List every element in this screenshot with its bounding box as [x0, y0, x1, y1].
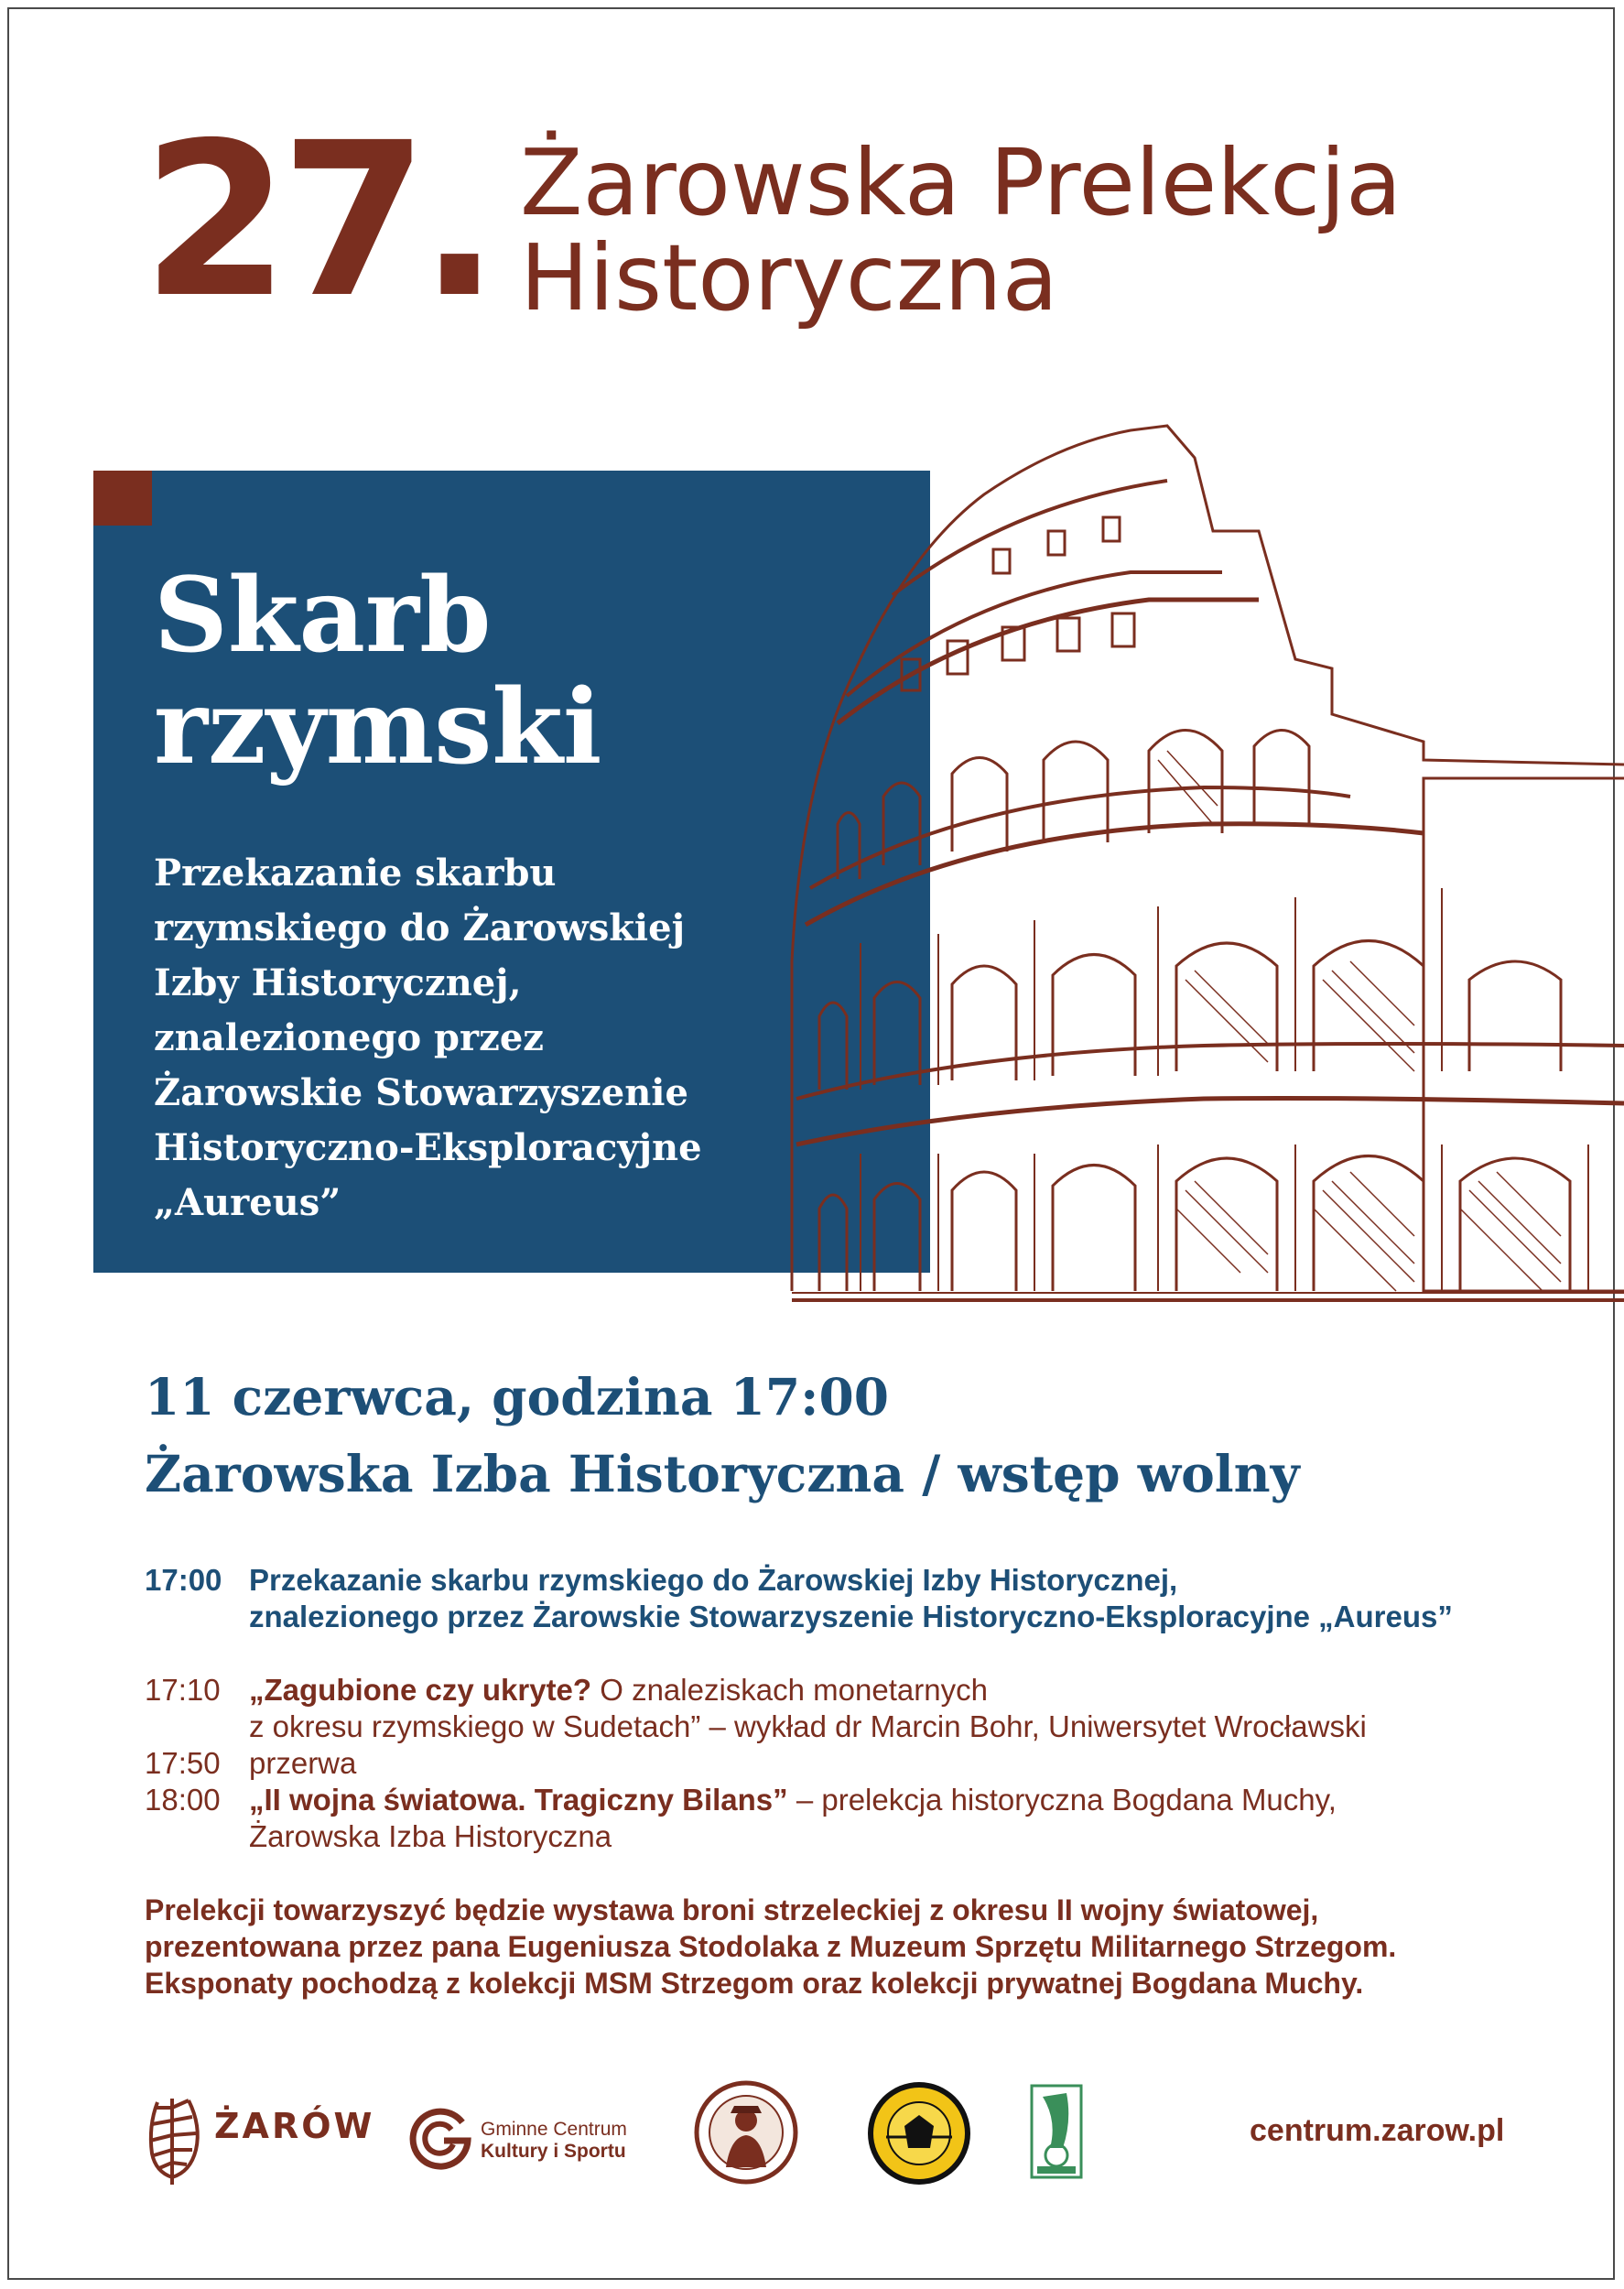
exhibition-note: [145, 1892, 1573, 2002]
program-talk-title: „Zagubione czy ukryte?: [249, 1673, 592, 1707]
event-date: 11 czerwca, godzina 17:00: [145, 1367, 890, 1427]
gcks-line-2: Kultury i Sportu: [481, 2141, 626, 2162]
note-line: Prelekcji towarzyszyć będzie wystawa broni strzeleckiej z okresu II wojny światowej,: [145, 1893, 1319, 1926]
program-text: [249, 1562, 1573, 1635]
panel-accent-square: [93, 471, 152, 526]
topic-description: Przekazanie skarbu rzymskiego do Żarowskiej Izby Historycznej, znalezionego przez Żarowskie Stowarzyszenie Historyczno-Eksploracyjne „Aureus”: [154, 852, 702, 1224]
program-item: [145, 1745, 1573, 1782]
tree-icon: [145, 2089, 209, 2186]
topic-title-line-1: Skarb: [154, 556, 492, 676]
gcks-logo-icon: [407, 2104, 473, 2170]
program-time: 18:00: [145, 1783, 221, 1817]
program-text-line: Przekazanie skarbu rzymskiego do Żarowskiej Izby Historycznej,: [249, 1563, 1178, 1597]
colosseum-illustration: [783, 394, 1624, 1309]
edition-number: 27.: [142, 97, 491, 344]
gcks-logo-text: [481, 2119, 664, 2163]
program-time: 17:00: [145, 1563, 222, 1597]
topic-title: [154, 556, 886, 787]
program-text-rest: O znaleziskach monetarnych: [591, 1673, 988, 1707]
website-link[interactable]: centrum.zarow.pl: [1250, 2113, 1505, 2148]
aureus-badge-icon: [866, 2080, 972, 2186]
event-when-where: [145, 1359, 1518, 1513]
program-schedule: [145, 1562, 1573, 1855]
zarow-logo-text: ŻARÓW: [214, 2106, 375, 2146]
title-line-1: Żarowska Prelekcja: [520, 129, 1402, 236]
program-item: [145, 1672, 1573, 1745]
program-text-line: [249, 1672, 1573, 1709]
program-text-rest: – prelekcja historyczna Bogdana Muchy,: [787, 1783, 1337, 1817]
program-text-line: Żarowska Izba Historyczna: [249, 1819, 612, 1853]
program-talk-title: „II wojna światowa. Tragiczny Bilans”: [249, 1783, 788, 1817]
event-place: Żarowska Izba Historyczna / wstęp wolny: [145, 1444, 1300, 1503]
izba-historyczna-badge-icon: [694, 2080, 798, 2185]
program-text-line: [249, 1782, 1573, 1818]
title-line-2: Historyczna: [520, 224, 1058, 331]
program-item: [145, 1782, 1573, 1855]
grh-badge-icon: [1030, 2084, 1083, 2179]
gcks-line-1: Gminne Centrum: [481, 2119, 627, 2140]
program-text: [249, 1672, 1573, 1745]
program-time: 17:50: [145, 1746, 221, 1780]
event-series-title: [520, 129, 1402, 331]
note-line: Eksponaty pochodzą z kolekcji MSM Strzegom oraz kolekcji prywatnej Bogdana Muchy.: [145, 1967, 1364, 2000]
program-item: [145, 1562, 1573, 1635]
note-line: prezentowana przez pana Eugeniusza Stodolaka z Muzeum Sprzętu Militarnego Strzegom.: [145, 1930, 1397, 1963]
program-time: 17:10: [145, 1673, 221, 1707]
program-text: przerwa: [249, 1746, 357, 1780]
program-text-line: znalezionego przez Żarowskie Stowarzyszenie Historyczno-Eksploracyjne „Aureus”: [249, 1600, 1453, 1633]
topic-title-line-2: rzymski: [154, 667, 602, 787]
program-text-line: z okresu rzymskiego w Sudetach” – wykład dr Marcin Bohr, Uniwersytet Wrocławski: [249, 1709, 1367, 1743]
program-text: [249, 1782, 1573, 1855]
